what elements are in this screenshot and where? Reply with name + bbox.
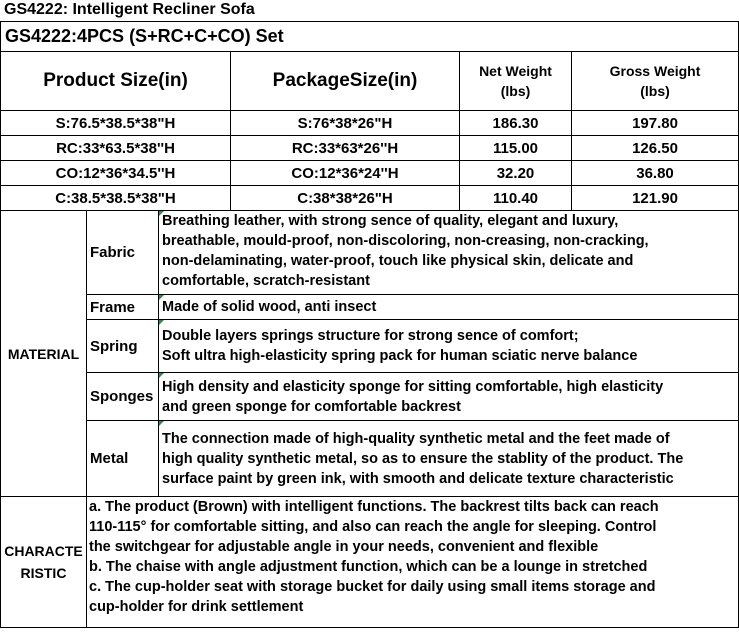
- material-frame-desc: Made of solid wood, anti insect: [159, 295, 739, 320]
- material-sponges-desc: High density and elasticity sponge for sitting comfortable, high elasticity and green sponge for comfortable backrest: [159, 373, 739, 421]
- package-size-cell: RC:33*63*26''H: [231, 136, 460, 161]
- header-product-size: Product Size(in): [1, 52, 231, 111]
- package-size-cell: CO:12*36*24''H: [231, 161, 460, 186]
- material-metal-desc: The connection made of high-quality synthetic metal and the feet made of high quality synthetic metal, so as to ensure the stablity of the product. The surface paint by green ink, with smooth and delicate texture characteristic: [159, 421, 739, 497]
- comment-marker-icon: [159, 295, 164, 300]
- characteristic-desc: a. The product (Brown) with intelligent functions. The backrest tilts back can reach 110-115° for comfortable sitting, and also can reach the angle for sleeping. Control the switchgear for adjustable angle in your needs, convenient and flexible b. The chaise with angle adjustment function, which can be a lounge in stretched c. The cup-holder seat with storage bucket for daily using small items storage and cup-holder for drink settlement: [87, 497, 739, 628]
- net-weight-cell: 110.40: [460, 186, 572, 211]
- material-frame-label: Frame: [87, 295, 159, 320]
- comment-marker-icon: [159, 320, 164, 325]
- table-row: [1, 186, 739, 211]
- gross-weight-cell: 197.80: [572, 111, 739, 136]
- net-weight-cell: 32.20: [460, 161, 572, 186]
- net-weight-cell: 186.30: [460, 111, 572, 136]
- material-fabric-desc: Breathing leather, with strong sence of quality, elegant and luxury, breathable, mould-proof, non-discoloring, non-creasing, non-cracking, non-delaminating, water-proof, touch like physical skin, delicate and comfortable, scratch-resistant: [159, 211, 739, 295]
- gross-weight-cell: 126.50: [572, 136, 739, 161]
- material-metal-label: Metal: [87, 421, 159, 497]
- material-spring-desc: Double layers springs structure for strong sence of comfort; Soft ultra high-elasticity spring pack for human sciatic nerve balance: [159, 320, 739, 373]
- header-gross-weight: Gross Weight (lbs): [572, 52, 739, 111]
- table-row: [1, 161, 739, 186]
- product-size-cell: RC:33*63.5*38''H: [1, 136, 231, 161]
- product-size-cell: S:76.5*38.5*38"H: [1, 111, 231, 136]
- package-size-cell: C:38*38*26"H: [231, 186, 460, 211]
- product-size-cell: C:38.5*38.5*38"H: [1, 186, 231, 211]
- gross-weight-cell: 121.90: [572, 186, 739, 211]
- comment-marker-icon: [159, 211, 164, 216]
- comment-marker-icon: [159, 421, 164, 426]
- material-spring-label: Spring: [87, 320, 159, 373]
- header-net-weight: Net Weight (lbs): [460, 52, 572, 111]
- material-label: MATERIAL: [1, 211, 87, 497]
- material-sponges-label: Sponges: [87, 373, 159, 421]
- material-fabric-label: Fabric: [87, 211, 159, 295]
- header-package-size: PackageSize(in): [231, 52, 460, 111]
- comment-marker-icon: [159, 373, 164, 378]
- document-title: GS4222: Intelligent Recliner Sofa: [4, 1, 255, 18]
- characteristic-label: CHARACTE RISTIC: [1, 497, 87, 628]
- table-row: [1, 111, 739, 136]
- set-title: GS4222:4PCS (S+RC+C+CO) Set: [1, 22, 739, 52]
- gross-weight-cell: 36.80: [572, 161, 739, 186]
- product-size-cell: CO:12*36*34.5''H: [1, 161, 231, 186]
- spec-table: [0, 21, 739, 628]
- table-row: [1, 136, 739, 161]
- package-size-cell: S:76*38*26"H: [231, 111, 460, 136]
- net-weight-cell: 115.00: [460, 136, 572, 161]
